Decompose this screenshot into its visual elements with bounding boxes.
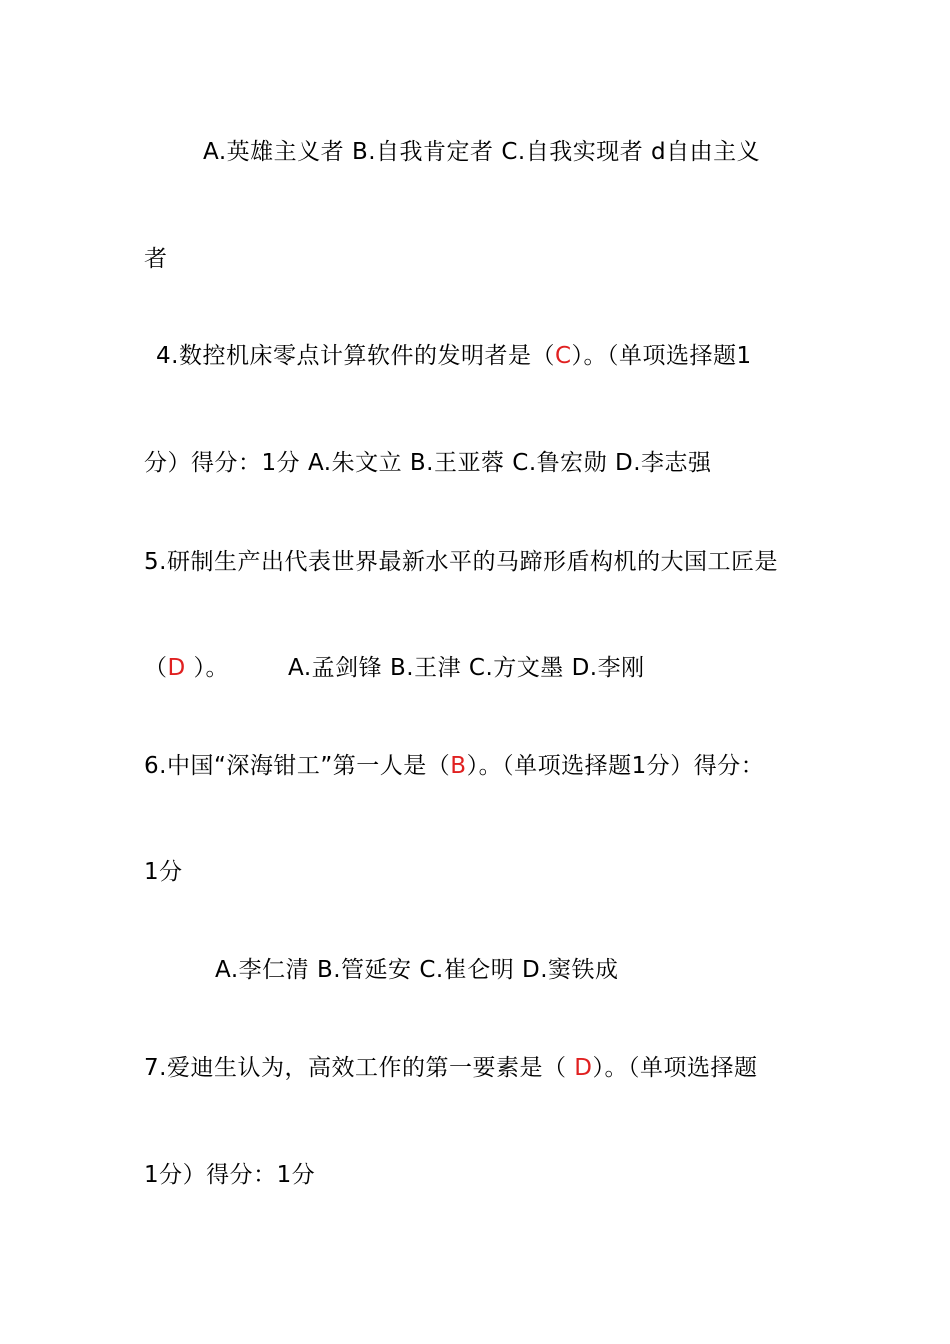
q4-score-options-line	[144, 448, 712, 478]
q4-question-tail: ）。（单项选择题1	[571, 343, 752, 369]
q7-score-text: 1分）得分：1分	[144, 1162, 316, 1188]
q4-question-line	[156, 341, 752, 371]
q4-answer: C	[554, 343, 572, 369]
q3-options-cont-text: 者	[144, 246, 168, 272]
q5-options-text: ）。 A.孟剑锋 B.王津 C.方文墨 D.李刚	[185, 655, 645, 681]
q6-question-tail: ）。（单项选择题1分）得分：	[466, 753, 765, 779]
q6-answer: B	[450, 753, 467, 779]
q5-question-line	[144, 547, 778, 577]
q6-options-line	[215, 955, 619, 985]
q3-options-text: A.英雄主义者 B.自我肯定者 C.自我实现者 d自由主义	[203, 139, 761, 165]
q5-answer: D	[167, 655, 186, 681]
q6-score-text: 1分	[144, 859, 183, 885]
q6-question-line	[144, 751, 764, 781]
q4-score-options-text: 分）得分：1分 A.朱文立 B.王亚蓉 C.鲁宏勋 D.李志强	[144, 450, 712, 476]
q7-question-text: 7.爱迪生认为，高效工作的第一要素是（	[144, 1055, 575, 1081]
q7-score-line	[144, 1160, 315, 1190]
q6-score-line	[144, 857, 183, 887]
q7-answer: D	[574, 1055, 593, 1081]
q7-question-tail: ）。（单项选择题	[592, 1055, 758, 1081]
q4-question-text: 4.数控机床零点计算软件的发明者是（	[156, 343, 555, 369]
q5-question-text: 5.研制生产出代表世界最新水平的马蹄形盾构机的大国工匠是	[144, 549, 778, 575]
q7-question-line	[144, 1053, 757, 1083]
q6-question-text: 6.中国“深海钳工”第一人是（	[144, 753, 451, 779]
q6-options-text: A.李仁清 B.管延安 C.崔仑明 D.窦铁成	[215, 957, 619, 983]
q3-options-line	[203, 137, 760, 167]
q3-options-continuation	[144, 244, 168, 274]
q5-answer-options-line	[144, 653, 645, 683]
q5-open-paren: （	[144, 655, 168, 681]
